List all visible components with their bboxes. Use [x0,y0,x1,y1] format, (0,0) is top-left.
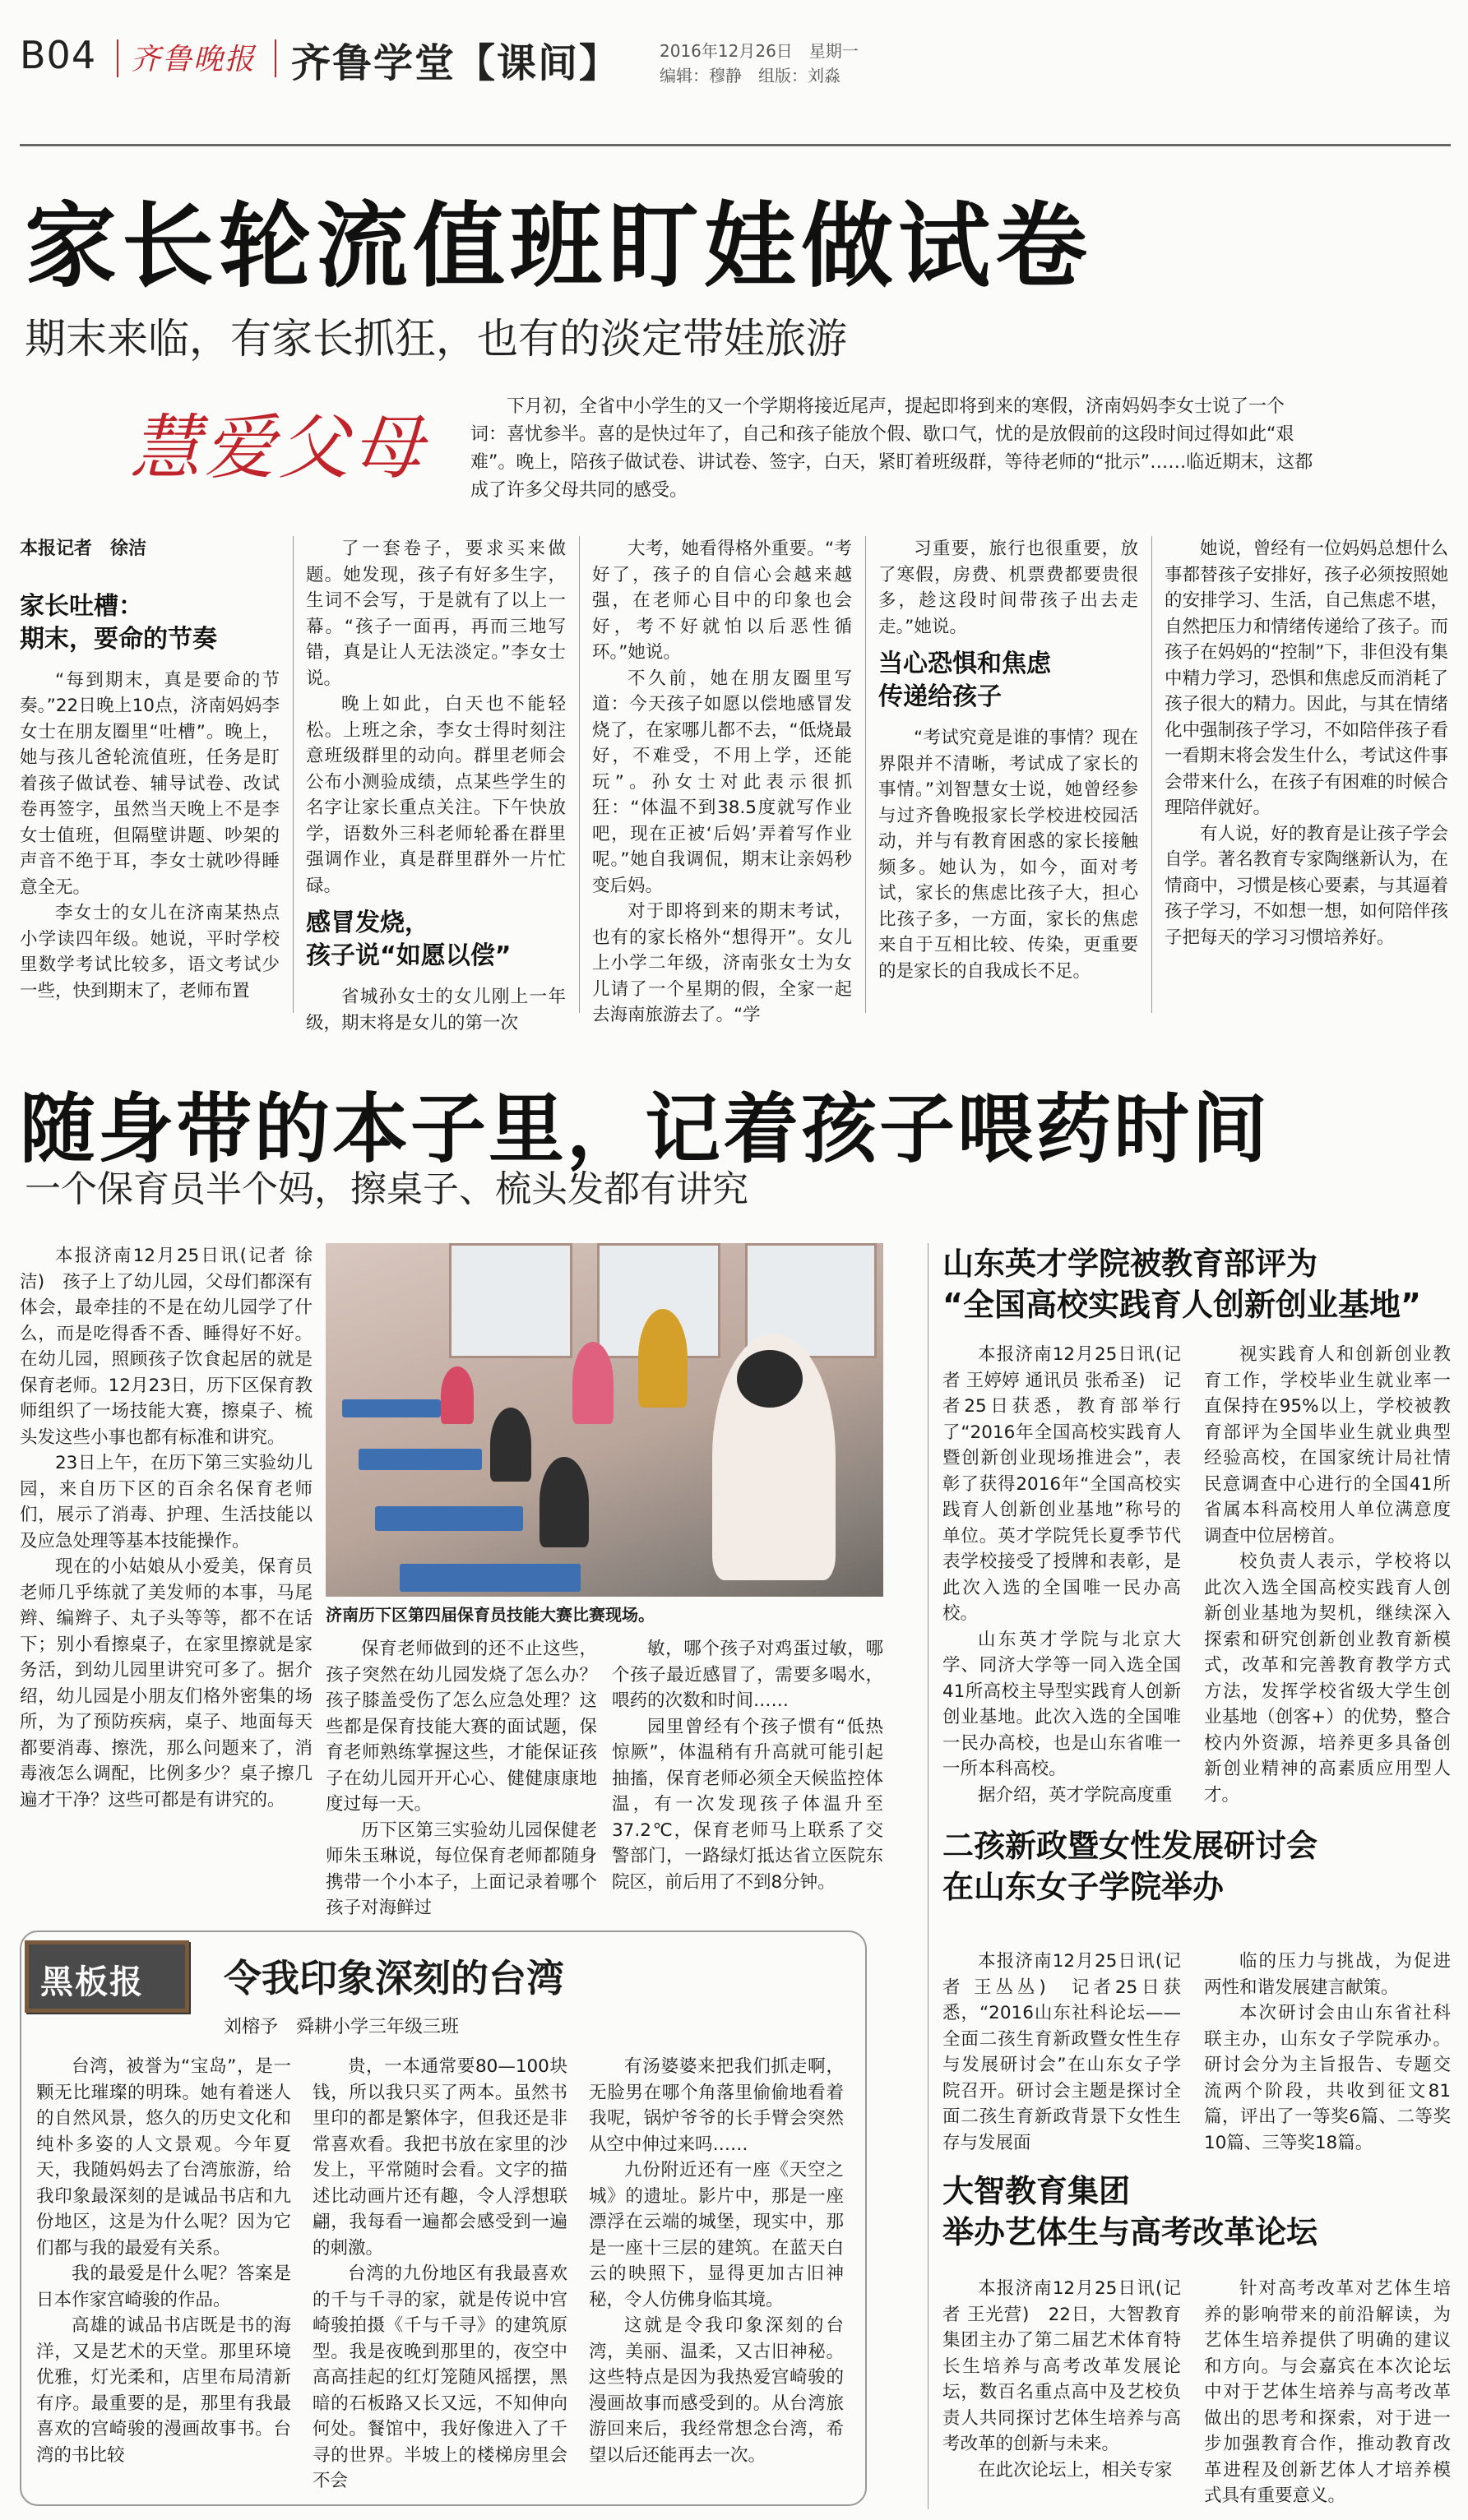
paragraph: 本次研讨会由山东省社科联主办，山东女子学院承办。研讨会分为主旨报告、专题交流两个阶段，共收到征文81篇，评出了一等奖6篇、二等奖10篇、三等奖18篇。 [1204,2003,1451,2153]
story2-column-a [20,1243,313,1917]
story1-column-1 [20,536,280,1013]
editor-credit: 编辑：穆静 组版：刘淼 [660,66,841,86]
column-logo [130,391,451,497]
photo-caption: 济南历下区第四届保育员技能大赛比赛现场。 [326,1605,655,1625]
column-rule [293,536,294,1013]
paragraph: 台湾的九份地区有我最喜欢的千与千寻的家，就是传说中宫崎骏拍摄《千与千寻》的建筑原型。我是夜晚到那里的，夜空中高高挂起的红灯笼随风摇摆，黑暗的石板路又长又远，不知伸向何处。餐馆中，我好像进入了千寻的世界。半坡上的楼梯房里会不会 [313,2263,567,2491]
story1-column-4 [878,536,1138,1013]
blackboard-column-1 [36,2054,291,2498]
masthead-divider [117,39,118,77]
column-rule [579,536,580,1013]
paragraph: 敏，哪个孩子对鸡蛋过敏，哪个孩子最近感冒了，需要多喝水，喂药的次数和时间…… [612,1639,883,1711]
blackboard-badge [25,1940,189,2013]
paragraph: 这就是令我印象深刻的台湾，美丽、温柔，又古旧神秘。这些特点是因为我热爱宫崎骏的漫画故事而感受到的。从台湾旅游回来后，我经常想念台湾，希望以后还能再去一次。 [589,2315,844,2466]
side2-column-1 [942,1949,1181,2153]
blackboard-title: 令我印象深刻的台湾 [224,1956,564,2000]
paragraph: 据介绍，英才学院高度重 [978,1784,1173,1806]
story2-subhead: 一个保育员半个妈，擦桌子、梳头发都有讲究 [25,1168,748,1210]
blackboard-column-3 [589,2054,844,2498]
paragraph: 对于即将到来的期末考试，也有的家长格外“想得开”。女儿上小学二年级，济南张女士为女儿请了一个星期的假，全家一起去海南旅游去了。“学 [592,901,852,1025]
side2-headline: 二孩新政暨女性发展研讨会 在山东女子学院举办 [942,1828,1318,1905]
story1-byline: 本报记者 徐洁 [20,539,147,559]
paragraph: “考试究竟是谁的事情？现在界限并不清晰，考试成了家长的事情。”刘智慧女士说，她曾经参与过齐鲁晚报家长学校进校园活动，并与有教育困惑的家长接触频多。她认为，如今，面对考试，家长的焦虑比孩子大，担心比孩子多，一方面，家长的焦虑来自于互相比较、传染，更重要的是家长的自我成长不足。 [878,728,1138,982]
side1-column-2 [1204,1342,1451,1806]
masthead-rule [20,144,1451,146]
paragraph: 李女士的女儿在济南某热点小学读四年级。她说，平时学校里数学考试比较多，语文考试少一些，快到期末了，老师布置 [20,903,280,1001]
story1-col1-heading: 家长吐槽： 期末，要命的节奏 [20,591,217,654]
paragraph: 现在的小姑娘从小爱美，保育员老师几乎练就了美发师的本事，马尾辫、编辫子、丸子头等等，都不在话下；别小看擦桌子，在家里擦就是家务活，到幼儿园里讲究可多了。据介绍，幼儿园是小朋友们格外密集的场所，为了预防疾病，桌子、地面每天都要消毒、擦洗，那么问题来了，消毒液怎么调配，比例多少？桌子擦几遍才干净？这些可都是有讲究的。 [20,1556,313,1810]
story1-col2-heading: 感冒发烧， 孩子说“如愿以偿” [306,909,512,970]
story2-column-c [612,1636,883,1916]
paragraph: 视实践育人和创新创业教育工作，学校毕业生就业率一直保持在95%以上，学校被教育部评为全国毕业生就业典型经验高校，在国家统计局社情民意调查中心进行的全国41所省属本科高校用人单位满意度调查中位居榜首。 [1204,1344,1451,1547]
paragraph: 九份附近还有一座《天空之城》的遗址。影片中，那是一座漂浮在云端的城堡，现实中，那是一座十三层的建筑。在蓝天白云的映照下，显得更加古旧神秘，令人仿佛身临其境。 [589,2160,844,2310]
story1-col4-heading: 当心恐惧和焦虑 传递给孩子 [878,650,1051,711]
blackboard-author: 刘榕予 舜耕小学三年级三班 [224,2017,460,2037]
section-title: 齐鲁学堂【课间】 [291,40,621,86]
column-logo-text: 慧爱父母 [130,407,426,489]
masthead-divider [275,39,276,77]
story1-column-2 [306,536,566,1033]
paragraph: 山东英才学院与北京大学、同济大学等一同入选全国41所高校主导型实践育人创新创业基地。此次入选的全国唯一民办高校，也是山东省唯一一所本科高校。 [942,1629,1181,1779]
side3-column-2 [1204,2276,1451,2506]
paragraph: 本报济南12月25日讯(记者 王婷婷 通讯员 张希圣) 记者25日获悉，教育部举行了“2016年全国高校实践育人暨创新创业现场推进会”，表彰了获得2016年“全国高校实践育人创新创业基地”称号的单位。英才学院凭长夏季节代表学校接受了授牌和表彰，是此次入选的全国唯一民办高校。 [942,1344,1181,1624]
story1-lead: 下月初，全省中小学生的又一个学期将接近尾声，提起即将到来的寒假，济南妈妈李女士说了一个词：喜忧参半。喜的是快过年了，自己和孩子能放个假、歇口气，忧的是放假前的这段时间过得如此“艰难”。晚上，陪孩子做试卷、讲试卷、签字，白天，紧盯着班级群，等待老师的“批示”……临近期末，这都成了许多父母共同的感受。 [470,396,1313,501]
contest-photo [326,1243,883,1597]
story1-headline: 家长轮流值班盯娃做试卷 [25,192,1092,300]
paragraph: 校负责人表示，学校将以此次入选全国高校实践育人创新创业基地为契机，继续深入探索和研究创新创业教育新模式，改革和完善教育教学方式方法，发挥学校省级大学生创业基地（创客+）的优势，整合校内外资源，培养更多具备创新创业精神的高素质应用型人才。 [1204,1551,1451,1806]
paragraph: 不久前，她在朋友圈里写道：今天孩子如愿以偿地感冒发烧了，在家哪儿都不去，“低烧最好，不难受，不用上学，还能玩”。孙女士对此表示很抓狂：“体温不到38.5度就写作业吧，现在正被‘后妈’弄着写作业呢。”她自我调侃，期末让亲妈秒变后妈。 [592,668,852,896]
column-rule [1151,536,1152,1013]
story2-headline: 随身带的本子里，记着孩子喂药时间 [20,1084,1271,1173]
paragraph: 有汤婆婆来把我们抓走啊，无脸男在哪个角落里偷偷地看着我呢，锅炉爷爷的长手臂会突然从空中伸过来吗…… [589,2056,844,2155]
side1-column-1 [942,1342,1181,1806]
paragraph: 她说，曾经有一位妈妈总想什么事都替孩子安排好，孩子必须按照她的安排学习、生活，自己焦虑不堪，自然把压力和情绪传递给了孩子。而孩子在妈妈的“控制”下，非但没有集中精力学习，恐惧和焦虑反而消耗了孩子很大的精力。因此，与其在情绪化中强制孩子学习，不如陪伴孩子看一看期末将会发生什么，考试这件事会带来什么，在孩子有困难的时候合理陪伴就好。 [1165,539,1448,818]
paragraph: 台湾，被誉为“宝岛”，是一颗无比璀璨的明珠。她有着迷人的自然风景，悠久的历史文化和纯朴多姿的人文景观。今年夏天，我随妈妈去了台湾旅游，给我印象最深刻的是诚品书店和九份地区，这是为什么呢？因为它们都与我的最爱有关系。 [36,2056,291,2259]
paragraph: 保育老师做到的还不止这些，孩子突然在幼儿园发烧了怎么办？孩子膝盖受伤了怎么应急处理？这些都是保育技能大赛的面试题，保育老师熟练掌握这些，才能保证孩子在幼儿园开开心心、健健康康地度过每一天。 [326,1639,597,1815]
story1-subhead: 期末来临，有家长抓狂，也有的淡定带娃旅游 [25,315,847,363]
paragraph: 我的最爱是什么呢？答案是日本作家宫崎骏的作品。 [36,2263,291,2310]
paragraph: 23日上午，在历下第三实验幼儿园，来自历下区的百余名保育老师们，展示了消毒、护理、生活技能以及应急处理等基本技能操作。 [20,1453,313,1551]
paragraph: 本报济南12月25日讯(记者 王光营) 22日，大智教育集团主办了第二届艺术体育特长生培养与高考改革发展论坛，数百名重点高中及艺校负责人共同探讨艺体生培养与高考改革的创新与未来。 [942,2278,1181,2454]
paragraph: “每到期末，真是要命的节奏。”22日晚上10点，济南妈妈李女士在朋友圈里“吐槽”。晚上，她与孩儿爸轮流值班，任务是盯着孩子做试卷、辅导试卷、改试卷再签字，虽然当天晚上不是李女士值班，但隔壁讲题、吵架的声音不绝于耳，李女士就吵得睡意全无。 [20,669,280,898]
paragraph: 针对高考改革对艺体生培养的影响带来的前沿解读，为艺体生培养提供了明确的建议和方向。与会嘉宾在本次论坛中对于艺体生培养与高考改革做出的思考和探索，对于进一步加强教育合作，推动教育改革进程及创新艺体人才培养模式具有重要意义。 [1204,2278,1451,2506]
paragraph: 在此次论坛上，相关专家 [978,2459,1173,2481]
column-rule [865,536,866,1013]
story1-column-5 [1165,536,1448,1013]
paragraph: 园里曾经有个孩子惯有“低热惊厥”，体温稍有升高就可能引起抽搐，保育老师必须全天候监控体温，有一次发现孩子体温升至37.2℃，保育老师马上联系了交警部门，一路绿灯抵达省立医院东院区，前后用了不到8分钟。 [612,1716,883,1893]
side3-headline: 大智教育集团 举办艺体生与高考改革论坛 [942,2173,1318,2250]
story2-column-b [326,1636,597,1916]
side3-column-1 [942,2276,1181,2506]
page-number: B04 [20,33,97,77]
paragraph: 本报济南12月25日讯(记者 王丛丛) 记者25日获悉，“2016山东社科论坛——全面二孩生育新政暨女性生存与发展研讨会”在山东女子学院召开。研讨会主题是探讨全面二孩生育新政背景下女性生存与发展面 [942,1951,1181,2153]
issue-date: 2016年12月26日 星期一 [660,41,859,61]
masthead [20,31,1451,89]
paragraph: 本报济南12月25日讯(记者 徐洁) 孩子上了幼儿园，父母们都深有体会，最牵挂的不是在幼儿园学了什么，而是吃得香不香、睡得好不好。在幼儿园，照顾孩子饮食起居的就是保育老师。12月23日，历下区保育教师组织了一场技能大赛，擦桌子、梳头发这些小事也都有标准和讲究。 [20,1246,313,1448]
paragraph: 了一套卷子，要求买来做题。她发现，孩子有好多生字，生词不会写，于是就有了以上一幕。“孩子一面再，再而三地写错，真是让人无法淡定。”李女士说。 [306,539,566,689]
paragraph: 高雄的诚品书店既是书的海洋，又是艺术的天堂。那里环境优雅，灯光柔和，店里布局清新有序。最重要的是，那里有我最喜欢的宫崎骏的漫画故事书。台湾的书比较 [36,2315,291,2466]
paragraph: 贵，一本通常要80—100块钱，所以我只买了两本。虽然书里印的都是繁体字，但我还是非常喜欢看。我把书放在家里的沙发上，平常随时会看。文字的描述比动画片还有趣，令人浮想联翩，我每看一遍都会感受到一遍的刺激。 [313,2056,567,2259]
paragraph: 省城孙女士的女儿刚上一年级，期末将是女儿的第一次 [306,987,566,1033]
blackboard-column-2 [313,2054,567,2498]
paragraph: 有人说，好的教育是让孩子学会自学。著名教育专家陶继新认为，在情商中，习惯是核心要素，与其逼着孩子学习，不如想一想，如何陪伴孩子把每天的学习习惯培养好。 [1165,823,1448,948]
paragraph: 习重要，旅行也很重要，放了寒假，房费、机票费都要贵很多，趁这段时间带孩子出去走走。”她说。 [878,539,1138,637]
paragraph: 大考，她看得格外重要。“考好了，孩子的自信心会越来越强，在老师心目中的印象也会好，考不好就怕以后恶性循环。”她说。 [592,539,852,663]
story1-column-3 [592,536,852,1025]
blackboard-badge-text: 黑板报 [40,1963,144,2001]
newspaper-logo: 齐鲁晚报 [131,43,257,76]
paragraph: 历下区第三实验幼儿园保健老师朱玉琳说，每位保育老师都随身携带一个小本子，上面记录着哪个孩子对海鲜过 [326,1819,597,1918]
side2-column-2 [1204,1949,1451,2153]
paragraph: 临的压力与挑战，为促进两性和谐发展建言献策。 [1204,1951,1451,1998]
paragraph: 晚上如此，白天也不能轻松。上班之余，李女士得时刻注意班级群里的动向。群里老师会公布小测验成绩，点某些学生的名字让家长重点关注。下午快放学，语数外三科老师轮番在群里强调作业，真是群里群外一片忙碌。 [306,694,566,896]
side1-headline: 山东英才学院被教育部评为 “全国高校实践育人创新创业基地” [942,1246,1421,1323]
